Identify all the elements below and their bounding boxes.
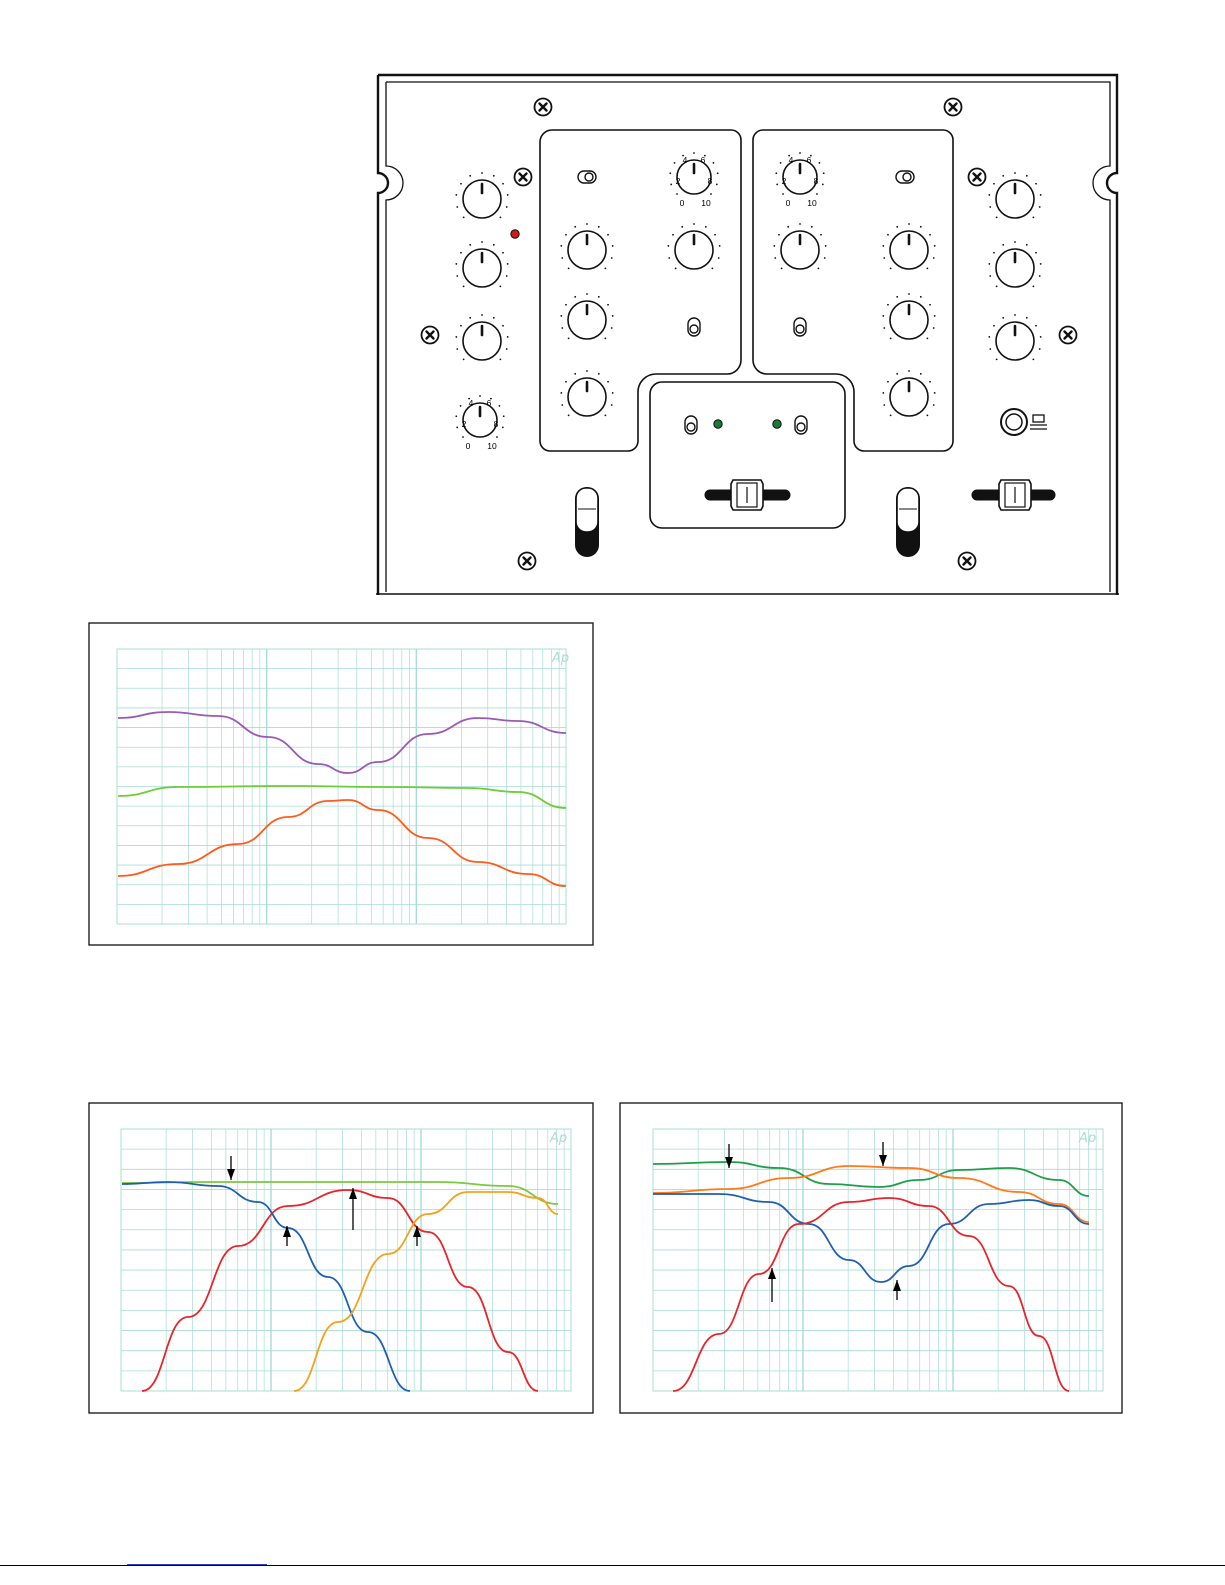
- panel-screw: [1060, 327, 1077, 344]
- knob-scale-label: 6: [700, 155, 706, 165]
- rotary-knob: [455, 395, 504, 438]
- knob-scale-label: 8: [493, 419, 499, 429]
- rotary-knob: [560, 370, 613, 416]
- knob-scale-label: 10: [701, 198, 711, 208]
- rotary-knob: [882, 370, 935, 416]
- status-led: [511, 230, 519, 238]
- rotary-knob: [669, 152, 718, 195]
- rotary-knob: [988, 241, 1041, 287]
- knob-scale-label: 4: [682, 155, 688, 165]
- frequency-response-graph-bottom-right: [619, 1102, 1123, 1414]
- knob-scale-label: 0: [465, 441, 471, 451]
- ap-watermark: Ap: [552, 651, 570, 666]
- footer-rule: [0, 1565, 1225, 1566]
- toggle-switch: [794, 318, 806, 336]
- knob-scale-label: 2: [781, 176, 787, 186]
- rotary-knob: [882, 293, 935, 339]
- knob-scale-label: 10: [487, 441, 497, 451]
- horizontal-fader: [710, 480, 785, 510]
- panel-screw: [945, 99, 962, 116]
- frequency-response-graph-top: [88, 622, 594, 946]
- knob-scale-label: 2: [675, 176, 681, 186]
- mixer-front-panel-diagram: [0, 0, 1225, 610]
- graph-frame: [89, 623, 593, 945]
- rotary-knob: [560, 293, 613, 339]
- knob-scale-label: 0: [679, 198, 685, 208]
- rotary-knob: [455, 314, 508, 360]
- rotary-knob: [667, 223, 720, 269]
- knob-scale-label: 4: [788, 155, 794, 165]
- knob-scale-label: 6: [486, 398, 492, 408]
- panel-screw: [422, 327, 439, 344]
- footer-link-underline[interactable]: [127, 1564, 267, 1565]
- rotary-knob: [775, 152, 824, 195]
- toggle-switch: [688, 318, 700, 336]
- ap-watermark: Ap: [550, 1131, 568, 1146]
- rotary-knob: [773, 223, 826, 269]
- knob-scale-label: 10: [807, 198, 817, 208]
- toggle-switch: [685, 416, 697, 434]
- panel-screw: [959, 553, 976, 570]
- rotary-knob: [455, 241, 508, 287]
- panel-screw: [515, 169, 532, 186]
- vertical-fader: [896, 487, 920, 557]
- rotary-knob: [455, 172, 508, 218]
- rotary-knob: [988, 314, 1041, 360]
- panel-screw: [519, 553, 536, 570]
- knob-scale-label: 8: [707, 176, 713, 186]
- panel-screw: [969, 169, 986, 186]
- knob-scale-label: 6: [806, 155, 812, 165]
- panel-controls: [422, 99, 1077, 570]
- knob-scale-label: 2: [461, 419, 467, 429]
- vertical-fader: [575, 487, 599, 557]
- toggle-switch: [896, 171, 914, 183]
- rotary-knob: [882, 223, 935, 269]
- knob-scale-label: 8: [813, 176, 819, 186]
- headphone-icon: [1030, 415, 1047, 429]
- panel-screw: [535, 99, 552, 116]
- toggle-switch: [578, 171, 596, 183]
- status-led: [714, 420, 722, 428]
- ap-watermark: Ap: [1079, 1131, 1097, 1146]
- headphone-jack: [1001, 409, 1027, 435]
- rotary-knob: [988, 172, 1041, 218]
- status-led: [773, 420, 781, 428]
- frequency-response-graph-bottom-left: [88, 1102, 594, 1414]
- rotary-knob: [560, 223, 613, 269]
- horizontal-fader: [977, 480, 1050, 510]
- knob-scale-label: 0: [785, 198, 791, 208]
- knob-scale-label: 4: [468, 398, 474, 408]
- toggle-switch: [795, 416, 807, 434]
